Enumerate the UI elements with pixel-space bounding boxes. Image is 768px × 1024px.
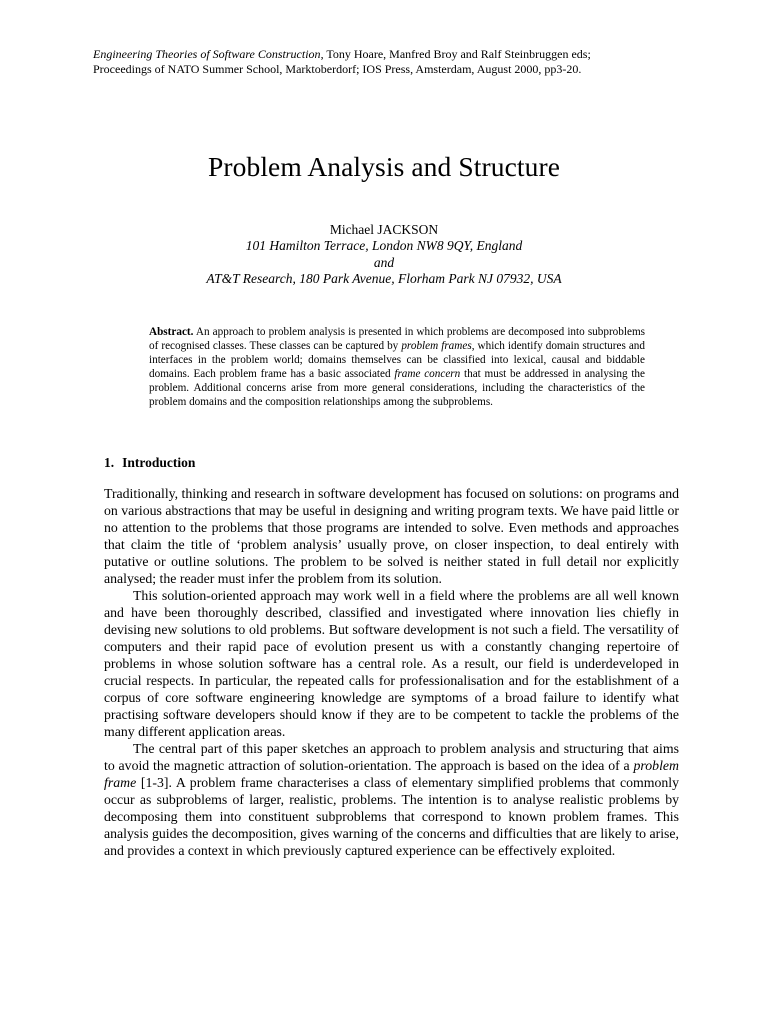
abstract-text-c: that must be addressed in analysing the problem. Additional concerns arise from more general considerations, including the characteristics of the problem domains and the composition relationships among the subproblems. <box>149 368 645 409</box>
paragraph-3-term: problem frame <box>104 758 679 790</box>
abstract-label: Abstract. <box>149 326 194 338</box>
book-title: Engineering Theories of Software Construction <box>93 47 321 61</box>
abstract <box>149 325 645 410</box>
author-affiliation-and: and <box>373 254 395 270</box>
abstract-term-frame-concern: frame concern <box>394 368 461 381</box>
abstract-text-a: An approach to problem analysis is presented in which problems are decomposed into subproblems of recognised classes. These classes can be captured by <box>149 326 645 353</box>
section-number: 1. <box>104 455 115 470</box>
citation-header <box>93 47 693 77</box>
paragraph-3 <box>104 740 679 859</box>
citation-line-1 <box>93 47 693 62</box>
author-affiliation-2: AT&T Research, 180 Park Avenue, Florham Park NJ 07932, USA <box>206 271 562 287</box>
paragraph-1: Traditionally, thinking and research in software development has focused on solutions: on programs and on various abstractions that may be useful in designing and writing program texts. We have paid little or no attention to the problems that those programs are intended to solve. Even methods and approaches that claim the title of ‘problem analysis’ usually prove, on closer inspection, to deal entirely with putative or outline solutions. The problem to be solved is neither stated in full detail nor explicitly analysed; the reader must infer the problem from its solution. <box>104 486 679 586</box>
author-name: Michael JACKSON <box>329 222 439 237</box>
paper-title: Problem Analysis and Structure <box>207 151 561 182</box>
paragraph-3-text-a: The central part of this paper sketches an approach to problem analysis and structuring that aims to avoid the magnetic attraction of solution-orientation. The approach is based on the idea of a <box>104 741 679 773</box>
citation-line-2: Proceedings of NATO Summer School, Marktoberdorf; IOS Press, Amsterdam, August 2000, pp3-20. <box>93 62 582 76</box>
section-heading-introduction <box>104 454 195 471</box>
editors: , Tony Hoare, Manfred Broy and Ralf Steinbruggen eds; <box>320 47 591 61</box>
paragraph-3-text-b: [1-3]. A problem frame characterises a class of elementary simplified problems that commonly occur as subproblems of larger, realistic, problems. The intention is to analyse realistic problems by decomposing them into constituent subproblems that correspond to known problem frames. This analysis guides the decomposition, gives warning of the concerns and difficulties that are likely to arise, and provides a context in which previously captured experience can be effectively exploited. <box>104 775 679 858</box>
author-affiliation-1: 101 Hamilton Terrace, London NW8 9QY, England <box>245 238 523 254</box>
section-body <box>104 485 679 859</box>
section-title: Introduction <box>122 455 196 470</box>
abstract-text-b: , which identify domain structures and interfaces in the problem world; domains themselves can be classified into lexical, causal and biddable domains. Each problem frame has a basic associated <box>149 340 645 381</box>
paragraph-2: This solution-oriented approach may work well in a field where the problems are all well known and have been thoroughly described, classified and investigated where innovation lies chiefly in devising new solutions to old problems. But software development is not such a field. The versatility of computers and their rapid pace of evolution present us with a constantly changing repertoire of problems in whose solution software has a central role. As a result, our field is underdeveloped in crucial respects. In particular, the repeated calls for professionalisation and for the establishment of a corpus of core software engineering knowledge are symptoms of a broad failure to identify what practising software developers should know if they are to be competent to tackle the problems of the many different application areas. <box>104 588 679 739</box>
abstract-term-problem-frames: problem frames <box>401 340 472 353</box>
author-block <box>0 222 768 288</box>
